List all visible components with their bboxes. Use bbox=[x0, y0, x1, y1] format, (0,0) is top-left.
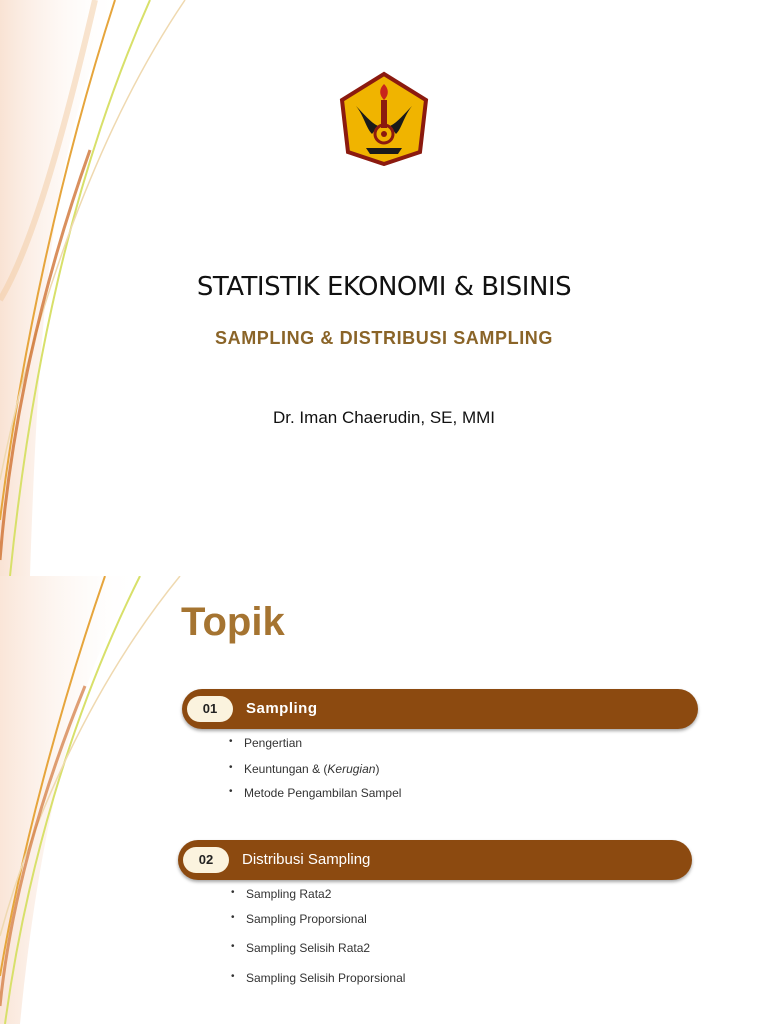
presentation-title: STATISTIK EKONOMI & BISINIS bbox=[196, 272, 572, 302]
author-name: Dr. Iman Chaerudin, SE, MMI bbox=[272, 408, 496, 427]
section-number: 01 bbox=[187, 696, 233, 722]
section-bar-sampling bbox=[182, 689, 698, 729]
list-item: • Sampling Proporsional bbox=[231, 912, 367, 926]
topics-slide bbox=[0, 576, 768, 1024]
list-item: • Keuntungan & (Kerugian) bbox=[229, 762, 380, 776]
decorative-swoosh bbox=[0, 576, 200, 1024]
bullet-dot: • bbox=[229, 762, 233, 773]
list-item: • Sampling Rata2 bbox=[231, 887, 332, 901]
slide-heading: Topik bbox=[181, 600, 285, 644]
presentation-subtitle: SAMPLING & DISTRIBUSI SAMPLING bbox=[214, 328, 553, 348]
section-label: Sampling bbox=[246, 700, 318, 717]
section-number: 02 bbox=[183, 847, 229, 873]
section-bar-distribusi bbox=[178, 840, 692, 880]
bullet-dot: • bbox=[231, 912, 235, 923]
list-item: • Metode Pengambilan Sampel bbox=[229, 786, 402, 800]
list-item: • Sampling Selisih Rata2 bbox=[231, 941, 371, 955]
list-item: • Sampling Selisih Proporsional bbox=[231, 971, 406, 985]
university-logo bbox=[336, 70, 432, 166]
list-item: • Pengertian bbox=[229, 736, 303, 750]
bullet-dot: • bbox=[231, 941, 235, 952]
section-label: Distribusi Sampling bbox=[242, 851, 371, 868]
bullet-dot: • bbox=[231, 971, 235, 982]
bullet-dot: • bbox=[229, 786, 233, 797]
bullet-dot: • bbox=[231, 887, 235, 898]
bullet-dot: • bbox=[229, 736, 233, 747]
